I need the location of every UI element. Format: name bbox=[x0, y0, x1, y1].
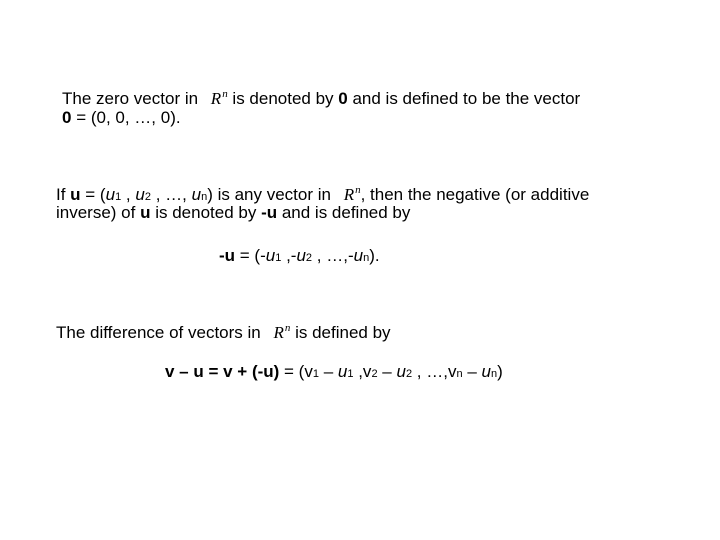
difference-line: The difference of vectors in $R^n$ is defined by bbox=[56, 318, 391, 343]
zero-vector-line-1 bbox=[62, 84, 580, 109]
zero-vector-line-2 bbox=[62, 108, 181, 128]
zero-text-b: is denoted by bbox=[227, 89, 339, 108]
difference-formula: v – u = v + (-u) = (v1 – u1 ,v2 – u2 , …,vn – un) bbox=[165, 362, 503, 381]
negative-line-1: If u = (u1 , u2 , …, un) is any vector in $R^n$, then the negative (or additive bbox=[56, 180, 589, 207]
rn-symbol: $R^n$ bbox=[343, 184, 361, 204]
rn-symbol: $R^n$ bbox=[273, 322, 291, 342]
rn-symbol: $R^n$ bbox=[210, 88, 228, 108]
zero-bold-2: 0 bbox=[62, 108, 72, 127]
negative-formula: -u = (-u1 ,-u2 , …,-un). bbox=[219, 246, 380, 265]
zero-definition: = (0, 0, …, 0). bbox=[71, 108, 181, 127]
zero-bold: 0 bbox=[338, 89, 348, 108]
negative-line-2: inverse) of u is denoted by -u and is defined by bbox=[56, 203, 411, 222]
zero-text-a: The zero vector in bbox=[62, 89, 199, 108]
zero-text-c: and is defined to be the vector bbox=[347, 89, 581, 108]
